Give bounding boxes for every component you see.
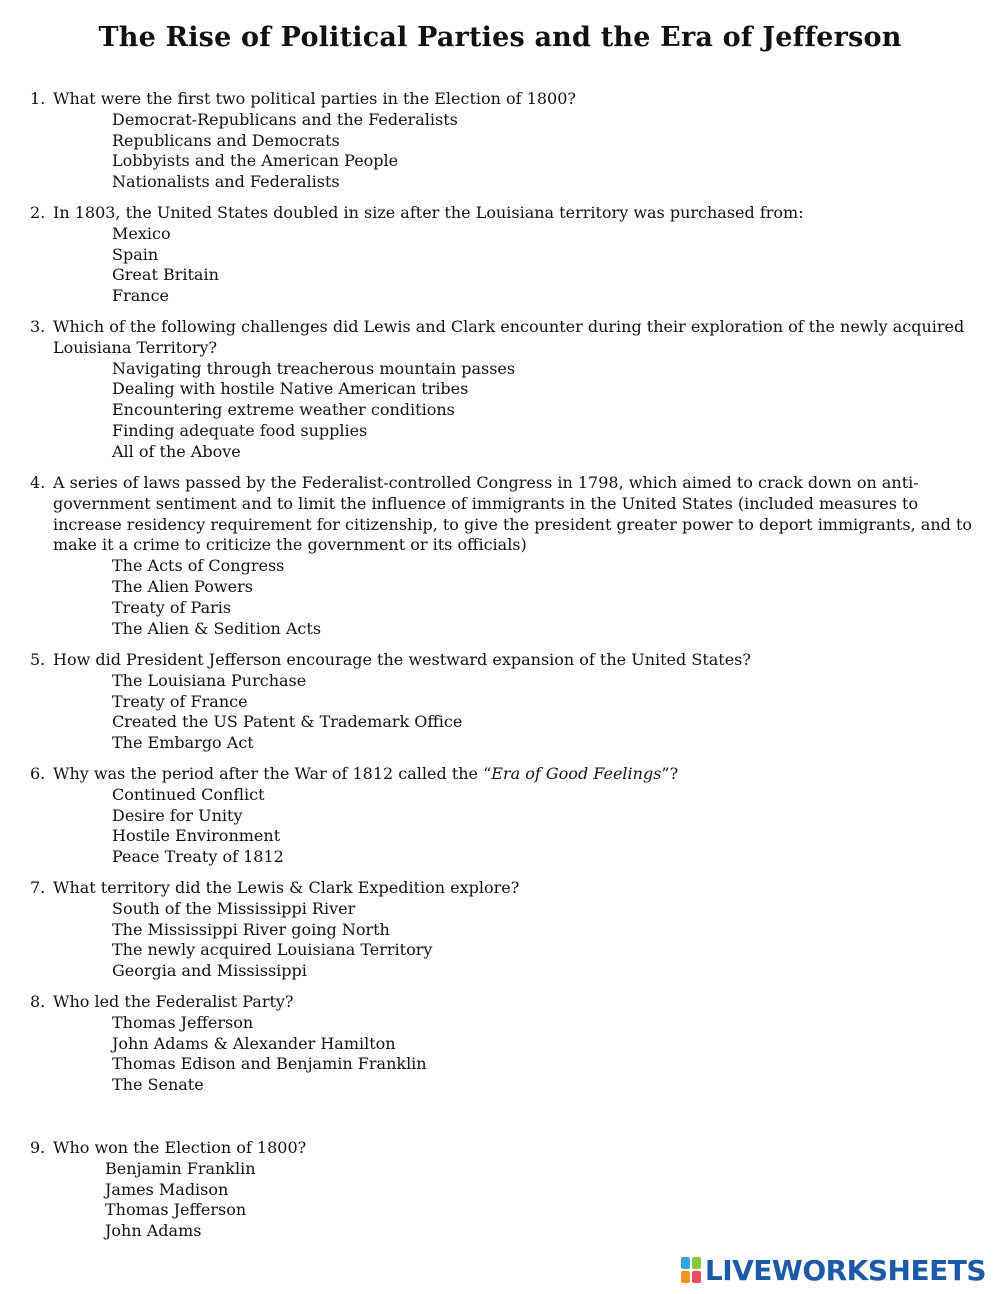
question-text: In 1803, the United States doubled in size after the Louisiana territory was purchased from: [53,203,804,222]
answer-option[interactable]: Finding adequate food supplies [112,420,368,440]
liveworksheets-mark-icon [681,1257,701,1283]
answer-option[interactable]: Navigating through treacherous mountain passes [112,358,516,378]
answer-option[interactable]: All of the Above [112,441,241,461]
answer-option[interactable]: Lobbyists and the American People [112,151,399,171]
page-title: The Rise of Political Parties and the Era of Jefferson [98,22,902,53]
answer-option[interactable]: Spain [112,244,159,264]
question-text-part: ”? [661,764,679,783]
answer-option[interactable]: Great Britain [112,265,219,285]
answer-option[interactable]: Nationalists and Federalists [112,172,340,192]
question-text: What territory did the Lewis & Clark Expedition explore? [53,878,520,897]
answer-option[interactable]: Georgia and Mississippi [112,961,307,981]
answer-option[interactable]: Thomas Jefferson [105,1200,247,1220]
question-5 [30,650,980,754]
answer-option[interactable]: The Embargo Act [112,733,254,753]
question-text-italic: Era of Good Feelings [491,764,662,783]
question-number: 7. [30,878,46,897]
answer-option[interactable]: The Alien Powers [112,576,253,596]
answer-option[interactable]: Peace Treaty of 1812 [112,847,284,867]
answer-option[interactable]: France [112,286,170,306]
answer-option[interactable]: John Adams [105,1221,202,1241]
answer-option[interactable]: Mexico [112,223,171,243]
answer-option[interactable]: The Acts of Congress [112,556,285,576]
question-number: 1. [30,89,46,108]
answer-option[interactable]: Created the US Patent & Trademark Office [112,712,463,732]
answer-option[interactable]: Treaty of France [112,691,248,711]
question-7 [30,878,980,982]
mark-block [681,1271,690,1283]
mark-block [681,1257,690,1269]
answer-option[interactable]: Thomas Jefferson [112,1012,254,1032]
answer-option[interactable]: The Mississippi River going North [112,919,390,939]
question-text: A series of laws passed by the Federalist-controlled Congress in 1798, which aimed to crack down on anti-government sentiment and to limit the influence of immigrants in the United States (included measures to increase residency requirement for citizenship, to give the president greater power to deport immigrants, and to make it a crime to criticize the government or its officials) [53,473,973,555]
answer-option[interactable]: Benjamin Franklin [105,1158,256,1178]
answer-option[interactable]: The Alien & Sedition Acts [112,618,322,638]
answer-option[interactable]: Dealing with hostile Native American tribes [112,379,469,399]
answer-option[interactable]: The newly acquired Louisiana Territory [112,940,433,960]
question-text: Which of the following challenges did Lewis and Clark encounter during their exploration of the newly acquired Louisiana Territory? [53,317,965,357]
answer-option[interactable]: James Madison [105,1179,229,1199]
question-4 [30,473,980,639]
mark-block [692,1257,701,1269]
answer-option[interactable]: The Louisiana Purchase [112,670,307,690]
liveworksheets-logo-text: LIVEWORKSHEETS [704,1253,986,1287]
answer-option[interactable]: Encountering extreme weather conditions [112,400,455,420]
question-number: 2. [30,203,46,222]
answer-option[interactable]: Hostile Environment [112,826,281,846]
question-1 [30,89,980,193]
answer-option[interactable]: Republicans and Democrats [112,130,340,150]
question-6 [30,764,980,868]
question-number: 5. [30,650,46,669]
question-text: Who won the Election of 1800? [53,1138,307,1157]
question-8 [30,992,980,1096]
answer-option[interactable]: Continued Conflict [112,784,265,804]
answer-option[interactable]: Desire for Unity [112,805,243,825]
answer-option[interactable]: Thomas Edison and Benjamin Franklin [112,1054,427,1074]
answer-option[interactable]: Democrat-Republicans and the Federalists [112,109,458,129]
question-number: 8. [30,992,46,1011]
question-text: How did President Jefferson encourage the westward expansion of the United States? [53,650,751,669]
question-number: 3. [30,317,46,336]
question-text: What were the first two political parties in the Election of 1800? [53,89,576,108]
question-9 [30,1138,980,1242]
question-text: Who led the Federalist Party? [53,992,294,1011]
question-number: 9. [30,1138,46,1157]
question-text [53,764,980,785]
liveworksheets-logo [681,1253,986,1287]
answer-option[interactable]: John Adams & Alexander Hamilton [112,1033,396,1053]
question-text-part: Why was the period after the War of 1812 called the “ [53,764,492,783]
answer-option[interactable]: Treaty of Paris [112,597,232,617]
question-number: 6. [30,764,46,783]
answer-option[interactable]: The Senate [112,1075,204,1095]
answer-option[interactable]: South of the Mississippi River [112,898,356,918]
question-number: 4. [30,473,46,492]
question-3 [30,317,980,463]
question-2 [30,203,980,307]
mark-block [692,1271,701,1283]
